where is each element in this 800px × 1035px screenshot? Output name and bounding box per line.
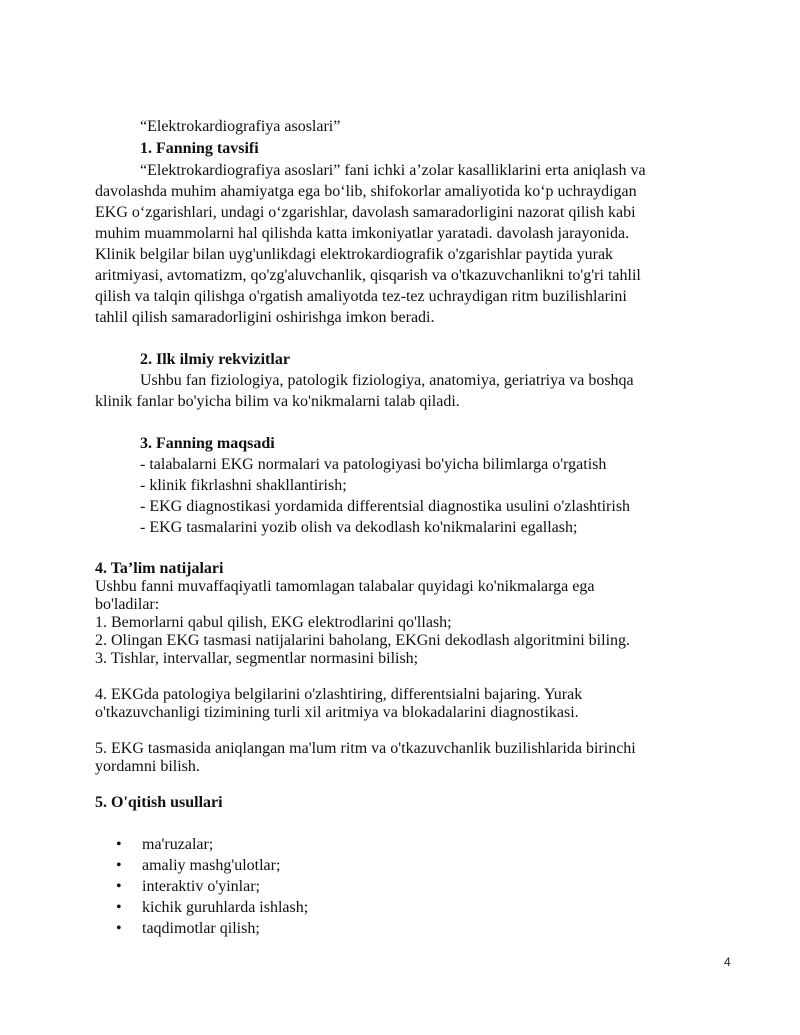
paragraph-line: Ushbu fanni muvaffaqiyatli tamomlagan talabalar quyidagi ko'nikmalarga ega bbox=[95, 578, 595, 595]
bullet-text: ma'ruzalar; bbox=[142, 836, 214, 853]
list-item: o'tkazuvchanligi tizimining turli xil aritmiya va blokadalarini diagnostikasi. bbox=[95, 704, 579, 721]
paragraph-line: davolashda muhim ahamiyatga ega bo‘lib, shifokorlar amaliyotida ko‘p uchraydigan bbox=[95, 183, 637, 200]
list-item: yordamni bilish. bbox=[95, 758, 200, 775]
paragraph-line: Ushbu fan fiziologiya, patologik fiziologiya, anatomiya, geriatriya va boshqa bbox=[140, 372, 634, 389]
section-4-heading: 4. Ta’lim natijalari bbox=[95, 560, 224, 577]
bullet-icon: • bbox=[116, 878, 122, 895]
paragraph-line: “Elektrokardiografiya asoslari” fani ichki a’zolar kasalliklarini erta aniqlash va bbox=[140, 162, 646, 179]
paragraph-line: klinik fanlar bo'yicha bilim va ko'nikmalarni talab qiladi. bbox=[95, 393, 460, 410]
bullet-list-item bbox=[116, 855, 280, 876]
bullet-text: amaliy mashg'ulotlar; bbox=[142, 857, 281, 874]
list-item: 1. Bemorlarni qabul qilish, EKG elektrodlarini qo'llash; bbox=[95, 614, 452, 631]
paragraph-line: Klinik belgilar bilan uyg'unlikdagi elektrokardiografik o'zgarishlar paytida yurak bbox=[95, 246, 614, 263]
document-title: “Elektrokardiografiya asoslari” bbox=[140, 118, 341, 135]
bullet-text: taqdimotlar qilish; bbox=[142, 920, 260, 937]
bullet-list-item bbox=[116, 876, 260, 897]
paragraph-line: bo'ladilar: bbox=[95, 596, 160, 613]
section-3-heading: 3. Fanning maqsadi bbox=[140, 435, 275, 452]
bullet-icon: • bbox=[116, 857, 122, 874]
bullet-icon: • bbox=[116, 836, 122, 853]
section-2-heading: 2. Ilk ilmiy rekvizitlar bbox=[140, 351, 290, 368]
paragraph-line: tahlil qilish samaradorligini oshirishga imkon beradi. bbox=[95, 309, 435, 326]
list-item: - talabalarni EKG normalari va patologiyasi bo'yicha bilimlarga o'rgatish bbox=[140, 456, 607, 473]
paragraph-line: muhim muammolarni hal qilishda katta imkoniyatlar yaratadi. davolash jarayonida. bbox=[95, 225, 630, 242]
list-item: - EKG tasmalarini yozib olish va dekodlash ko'nikmalarini egallash; bbox=[140, 519, 578, 536]
bullet-icon: • bbox=[116, 920, 122, 937]
bullet-icon: • bbox=[116, 899, 122, 916]
list-item: - klinik fikrlashni shakllantirish; bbox=[140, 477, 347, 494]
page-number: 4 bbox=[724, 955, 731, 969]
paragraph-line: qilish va talqin qilishga o'rgatish amaliyotda tez-tez uchraydigan ritm buzilishlarini bbox=[95, 288, 627, 305]
list-item: 3. Tishlar, intervallar, segmentlar normasini bilish; bbox=[95, 650, 419, 667]
bullet-list-item bbox=[116, 897, 308, 918]
list-item: 2. Olingan EKG tasmasi natijalarini baholang, EKGni dekodlash algoritmini biling. bbox=[95, 632, 631, 649]
list-item: 4. EKGda patologiya belgilarini o'zlashtiring, differentsialni bajaring. Yurak bbox=[95, 686, 583, 703]
paragraph-line: EKG o‘zgarishlari, undagi o‘zgarishlar, davolash samaradorligini nazorat qilish kabi bbox=[95, 204, 636, 221]
bullet-list-item bbox=[116, 834, 213, 855]
section-1-heading: 1. Fanning tavsifi bbox=[140, 140, 259, 157]
paragraph-line: aritmiyasi, avtomatizm, qo'zg'aluvchanlik, qisqarish va o'tkazuvchanlikni to'g'ri tahlil bbox=[95, 267, 641, 284]
bullet-text: interaktiv o'yinlar; bbox=[142, 878, 260, 895]
section-5-heading: 5. O'qitish usullari bbox=[95, 794, 223, 811]
bullet-list-item bbox=[116, 918, 260, 939]
list-item: - EKG diagnostikasi yordamida differentsial diagnostika usulini o'zlashtirish bbox=[140, 498, 631, 515]
bullet-text: kichik guruhlarda ishlash; bbox=[142, 899, 309, 916]
list-item: 5. EKG tasmasida aniqlangan ma'lum ritm va o'tkazuvchanlik buzilishlarida birinchi bbox=[95, 740, 636, 757]
